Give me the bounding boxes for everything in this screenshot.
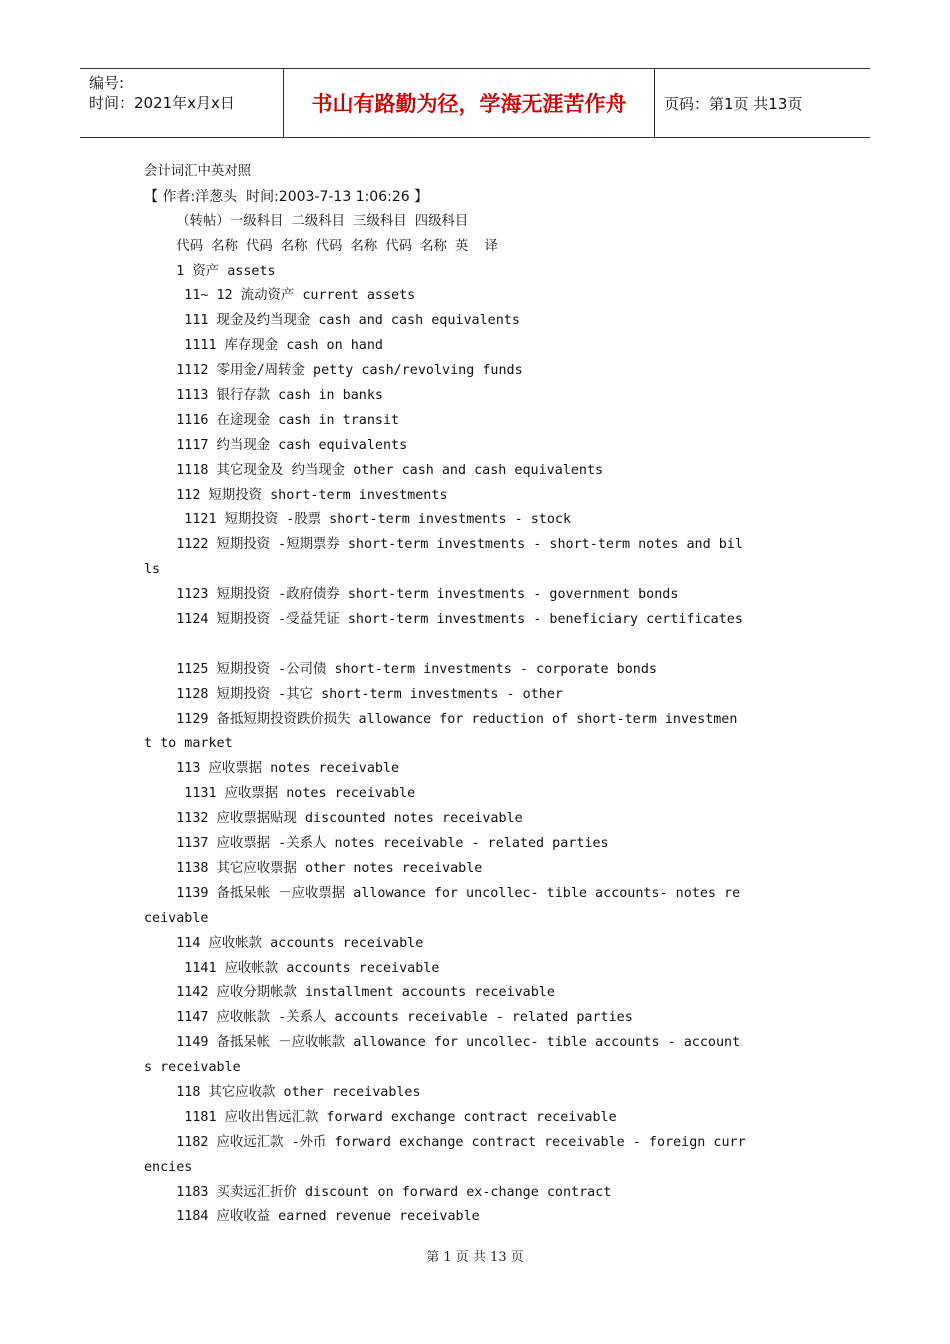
document-title: 会计词汇中英对照 xyxy=(144,164,252,179)
glossary-line: 1123 短期投资 -政府债券 short-term investments - government bonds xyxy=(144,587,679,603)
glossary-line: 1121 短期投资 -股票 short-term investments - stock xyxy=(144,512,572,528)
glossary-line: 11~ 12 流动资产 current assets xyxy=(144,288,416,304)
glossary-line: 112 短期投资 short-term investments xyxy=(144,487,448,503)
glossary-line: 1149 备抵呆帐 －应收帐款 allowance for uncollec- tible accounts - account xyxy=(144,1035,741,1051)
glossary-line: 1129 备抵短期投资跌价损失 allowance for reduction of short-term investmen xyxy=(144,711,738,727)
glossary-line: 1147 应收帐款 -关系人 accounts receivable - related parties xyxy=(144,1010,633,1026)
glossary-line: 1184 应收收益 earned revenue receivable xyxy=(144,1209,480,1225)
glossary-line: （转帖）一级科目 二级科目 三级科目 四级科目 xyxy=(144,213,469,229)
glossary-lines xyxy=(144,210,764,1231)
glossary-line: 1128 短期投资 -其它 short-term investments - other xyxy=(144,686,563,702)
glossary-line: s receivable xyxy=(144,1060,241,1076)
glossary-line xyxy=(144,633,764,658)
glossary-line: ceivable xyxy=(144,910,209,926)
header-meta xyxy=(80,69,283,137)
glossary-line: 1 资产 assets xyxy=(144,263,276,279)
glossary-line: 1111 库存现金 cash on hand xyxy=(144,338,383,354)
glossary-line: encies xyxy=(144,1159,193,1175)
glossary-line: 1125 短期投资 -公司债 short-term investments - corporate bonds xyxy=(144,661,657,677)
author-timestamp: 【 作者:洋葱头 时间:2003-7-13 1:06:26 】 xyxy=(144,188,429,205)
glossary-line: 1137 应收票据 -关系人 notes receivable - related parties xyxy=(144,836,609,852)
glossary-line: 1141 应收帐款 accounts receivable xyxy=(144,960,440,976)
glossary-line: t to market xyxy=(144,736,233,752)
header-page-number: 页码：第1页 共13页 xyxy=(664,94,803,113)
glossary-line: 1117 约当现金 cash equivalents xyxy=(144,437,408,453)
glossary-line: 1181 应收出售远汇款 forward exchange contract receivable xyxy=(144,1109,617,1125)
document-number-label: 编号: xyxy=(89,74,125,92)
glossary-line: 1131 应收票据 notes receivable xyxy=(144,786,416,802)
glossary-line: 1183 买卖远汇折价 discount on forward ex-change contract xyxy=(144,1184,612,1200)
glossary-line: 1124 短期投资 -受益凭证 short-term investments - beneficiary certificates xyxy=(144,612,743,628)
glossary-line: 1182 应收远汇款 -外币 forward exchange contract receivable - foreign curr xyxy=(144,1134,746,1150)
date-label: 时间：2021年x月x日 xyxy=(89,94,235,112)
document-body xyxy=(144,160,764,1230)
glossary-line: 111 现金及约当现金 cash and cash equivalents xyxy=(144,313,520,329)
glossary-line: 1112 零用金/周转金 petty cash/revolving funds xyxy=(144,363,523,379)
glossary-line: 1122 短期投资 -短期票券 short-term investments - short-term notes and bil xyxy=(144,537,743,553)
glossary-line: 114 应收帐款 accounts receivable xyxy=(144,935,424,951)
glossary-line: ls xyxy=(144,562,161,578)
header-motto: 书山有路勤为径，学海无涯苦作舟 xyxy=(283,69,655,137)
page-footer: 第 1 页 共 13 页 xyxy=(426,1250,524,1265)
glossary-line: 1138 其它应收票据 other notes receivable xyxy=(144,860,483,876)
glossary-line: 1142 应收分期帐款 installment accounts receivable xyxy=(144,985,555,1001)
glossary-line: 1139 备抵呆帐 －应收票据 allowance for uncollec- tible accounts- notes re xyxy=(144,885,741,901)
glossary-line: 代码 名称 代码 名称 代码 名称 代码 名称 英 译 xyxy=(144,238,498,254)
glossary-line: 1118 其它现金及 约当现金 other cash and cash equivalents xyxy=(144,462,604,478)
glossary-line: 1113 银行存款 cash in banks xyxy=(144,388,383,404)
glossary-line: 113 应收票据 notes receivable xyxy=(144,761,400,777)
page-header xyxy=(80,68,870,138)
glossary-line: 1132 应收票据贴现 discounted notes receivable xyxy=(144,811,523,827)
glossary-line: 118 其它应收款 other receivables xyxy=(144,1084,421,1100)
glossary-line: 1116 在途现金 cash in transit xyxy=(144,412,400,428)
